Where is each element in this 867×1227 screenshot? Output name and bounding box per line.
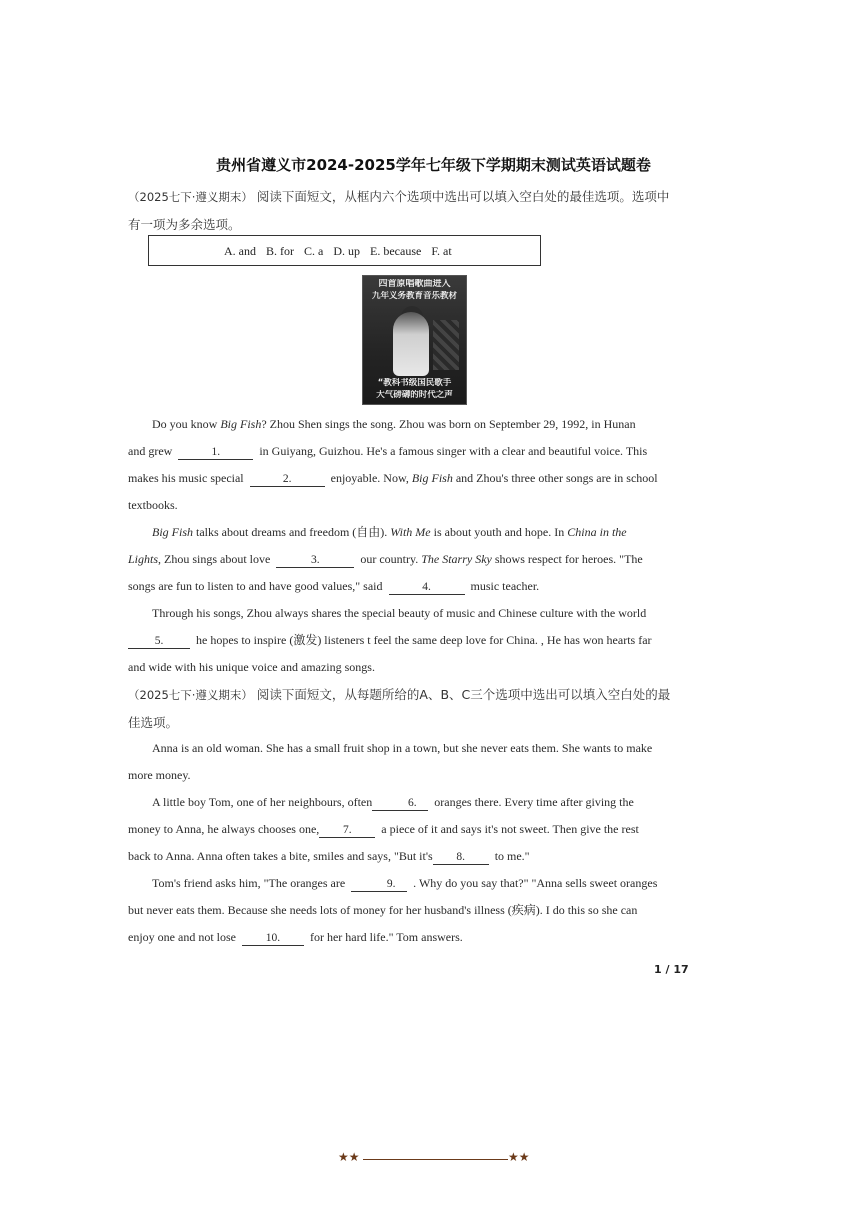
passage1-line (128, 465, 688, 492)
option-f: F. at (431, 244, 452, 258)
text: money to Anna, he always chooses one, (128, 822, 320, 836)
text: Do you know (152, 417, 221, 431)
section2-tag: （2025七下·遵义期末） (128, 688, 253, 702)
poster-decoration (433, 320, 459, 370)
text: for her hard life." Tom answers. (309, 930, 463, 944)
passage1-line (128, 492, 688, 519)
blank-9[interactable]: 9. (351, 877, 407, 892)
text: ? Zhou Shen sings the song. Zhou was born on September 29, 1992, in Hunan (261, 417, 636, 431)
passage2-line (128, 816, 688, 843)
passage2-paragraph1 (128, 735, 688, 762)
section2-instruction-line1: 阅读下面短文，从每题所给的A、B、C三个选项中选出可以填入空白处的最 (256, 687, 671, 702)
passage2-line (128, 843, 688, 870)
blank-1[interactable]: 1. (178, 445, 253, 460)
text: Anna is an old woman. She has a small fruit shop in a town, but she never eats them. She wants to make (152, 741, 653, 755)
text: he hopes to inspire (激发) listeners t feel the same deep love for China. , He has won hearts far (196, 633, 652, 647)
passage2-paragraph2 (128, 789, 688, 816)
passage2-paragraph3 (128, 870, 688, 897)
option-e: E. because (370, 244, 422, 258)
star-icon: ★★ (338, 1150, 360, 1164)
text: talks about dreams and freedom (自由). (193, 525, 391, 539)
text: shows respect for heroes. "The (494, 552, 643, 566)
passage2-line (128, 762, 688, 789)
passage1-line (128, 546, 688, 573)
text: enjoy one and not lose (128, 930, 236, 944)
song-title: The Starry Sky (421, 552, 492, 566)
option-c: C. a (304, 244, 324, 258)
passage1-line (128, 627, 688, 654)
passage1-paragraph1 (128, 411, 688, 438)
page-number: 1 / 17 (654, 963, 689, 976)
poster-line1: 四首原唱歌曲进入 (378, 279, 451, 289)
blank-8[interactable]: 8. (433, 850, 489, 865)
passage1-line (128, 438, 688, 465)
passage1-paragraph3 (128, 600, 688, 627)
blank-5[interactable]: 5. (128, 634, 190, 649)
poster-image (362, 275, 467, 405)
text: songs are fun to listen to and have good values," said (128, 579, 383, 593)
text: but never eats them. Because she needs lots of money for her husband's illness (疾病). I do this so she can (128, 903, 638, 917)
option-a: A. and (224, 244, 256, 258)
text: our country. (360, 552, 419, 566)
text: and grew (128, 444, 173, 458)
poster-line2: 九年义务教育音乐教材 (371, 291, 457, 301)
options-list (224, 244, 459, 259)
text: music teacher. (470, 579, 540, 593)
option-d: D. up (333, 244, 361, 258)
text: Tom's friend asks him, "The oranges are (152, 876, 346, 890)
text: A little boy Tom, one of her neighbours, often (152, 795, 373, 809)
song-title: With Me (390, 525, 431, 539)
text: oranges there. Every time after giving the (434, 795, 634, 809)
text: . Why do you say that?" "Anna sells sweet oranges (413, 876, 658, 890)
passage1-line (128, 654, 688, 681)
text: in Guiyang, Guizhou. He's a famous singer with a clear and beautiful voice. This (259, 444, 648, 458)
song-title: Big Fish (220, 417, 262, 431)
passage2-line (128, 924, 688, 951)
passage1-line (128, 573, 688, 600)
text: textbooks. (128, 498, 178, 512)
song-title: Big Fish (152, 525, 193, 539)
options-box (148, 235, 541, 266)
section1-tag: （2025七下·遵义期末） (128, 190, 253, 204)
song-title: Big Fish (411, 471, 453, 485)
section1-instruction (128, 183, 688, 238)
text: , Zhou sings about love (158, 552, 271, 566)
blank-7[interactable]: 7. (319, 823, 375, 838)
blank-2[interactable]: 2. (250, 472, 325, 487)
text: Through his songs, Zhou always shares the special beauty of music and Chinese culture with the world (152, 606, 647, 620)
section2-instruction-line2: 佳选项。 (128, 715, 179, 730)
text: to me." (494, 849, 530, 863)
poster-line4: 大气磅礴的时代之声 (376, 390, 453, 400)
star-icon: ★★ (508, 1150, 530, 1164)
section1-instruction-line2: 有一项为多余选项。 (128, 217, 241, 232)
passage1-paragraph2 (128, 519, 688, 546)
text: and Zhou's three other songs are in school (455, 471, 658, 485)
blank-3[interactable]: 3. (276, 553, 354, 568)
blank-10[interactable]: 10. (242, 931, 304, 946)
text: more money. (128, 768, 191, 782)
poster-line3: “教科书级国民歌手 (377, 378, 452, 388)
footer-decoration (338, 1151, 533, 1167)
option-b: B. for (266, 244, 294, 258)
passage2-line (128, 897, 688, 924)
blank-6[interactable]: 6. (372, 796, 428, 811)
poster-person (393, 312, 429, 376)
text: and wide with his unique voice and amazing songs. (128, 660, 375, 674)
text: back to Anna. Anna often takes a bite, smiles and says, "But it's (128, 849, 433, 863)
blank-4[interactable]: 4. (389, 580, 465, 595)
text: enjoyable. Now, (330, 471, 409, 485)
song-title: China in the (567, 525, 627, 539)
song-title: Lights (128, 552, 159, 566)
text: a piece of it and says it's not sweet. Then give the rest (381, 822, 639, 836)
footer-divider (363, 1159, 508, 1160)
text: is about youth and hope. In (430, 525, 568, 539)
section1-instruction-line1: 阅读下面短文，从框内六个选项中选出可以填入空白处的最佳选项。选项中 (256, 189, 670, 204)
section2-instruction (128, 681, 688, 736)
text: makes his music special (128, 471, 244, 485)
document-title: 贵州省遵义市2024-2025学年七年级下学期期末测试英语试题卷 (216, 156, 651, 174)
